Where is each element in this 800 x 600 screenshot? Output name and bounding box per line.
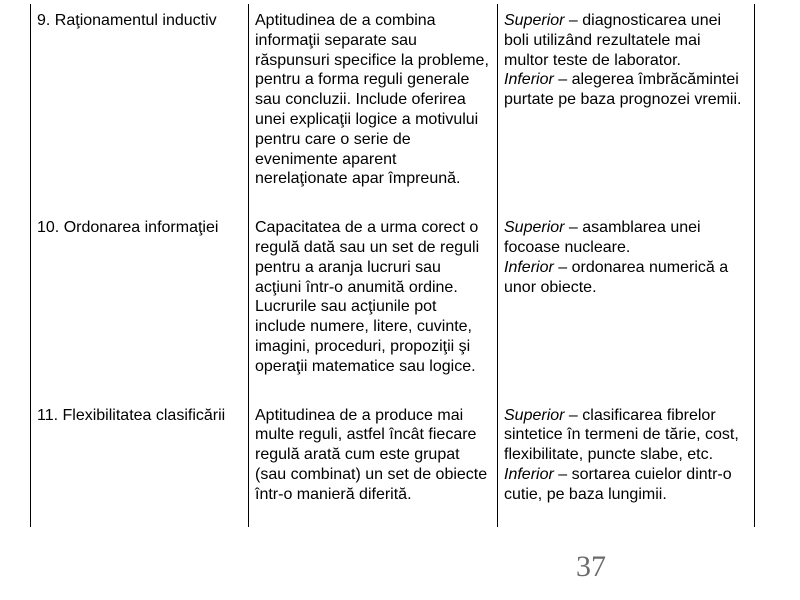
inferior-label: Inferior bbox=[504, 465, 554, 483]
inferior-example: – sortarea cuielor dintr-o cutie, pe baza lungimii. bbox=[504, 465, 732, 503]
examples-cell bbox=[498, 211, 755, 398]
table-row bbox=[31, 4, 755, 211]
superior-label: Superior bbox=[504, 12, 565, 29]
examples-cell bbox=[498, 399, 755, 527]
inferior-label: Inferior bbox=[504, 71, 554, 89]
examples-cell bbox=[498, 4, 755, 211]
definition-cell: Aptitudinea de a combina informaţii separate sau răspunsuri specifice la probleme, pentru a forma reguli generale sau concluzii. Include oferirea unei explicaţii logice a motivului pentru care o serie de evenimente aparent nerelaţionate apar împreună. bbox=[249, 4, 498, 211]
definition-cell: Aptitudinea de a produce mai multe reguli, astfel încât fiecare regulă arată cum este grupat (sau combinat) un set de obiecte într-o manieră diferită. bbox=[249, 399, 498, 527]
definition-cell: Capacitatea de a urma corect o regulă dată sau un set de reguli pentru a aranja lucruri sau acţiuni într-o anumită ordine. Lucrurile sau acţiunile pot include numere, litere, cuvinte, imagini, proceduri, propoziţii şi operaţii matematice sau logice. bbox=[249, 211, 498, 398]
superior-example: – diagnosticarea unei boli utilizând rezultatele mai multor teste de laborator. bbox=[504, 12, 722, 69]
inferior-example: – alegerea îmbrăcămintei purtate pe baza prognozei vremii. bbox=[504, 71, 742, 109]
ability-name-cell: 11. Flexibilitatea clasificării bbox=[31, 399, 249, 527]
table-row bbox=[31, 211, 755, 398]
inferior-label: Inferior bbox=[504, 258, 554, 276]
table-row bbox=[31, 399, 755, 527]
superior-label: Superior bbox=[504, 219, 565, 237]
abilities-table bbox=[30, 4, 755, 527]
inferior-example: – ordonarea numerică a unor obiecte. bbox=[504, 258, 729, 296]
superior-example: – clasificarea fibrelor sintetice în termeni de tărie, cost, flexibilitate, puncte slabe, etc. bbox=[504, 406, 739, 464]
ability-name-cell: 10. Ordonarea informaţiei bbox=[31, 211, 249, 398]
page-number: 37 bbox=[576, 550, 606, 583]
superior-example: – asamblarea unei focoase nucleare. bbox=[504, 219, 701, 256]
ability-name-cell: 9. Raţionamentul inductiv bbox=[31, 4, 249, 211]
superior-label: Superior bbox=[504, 406, 565, 424]
